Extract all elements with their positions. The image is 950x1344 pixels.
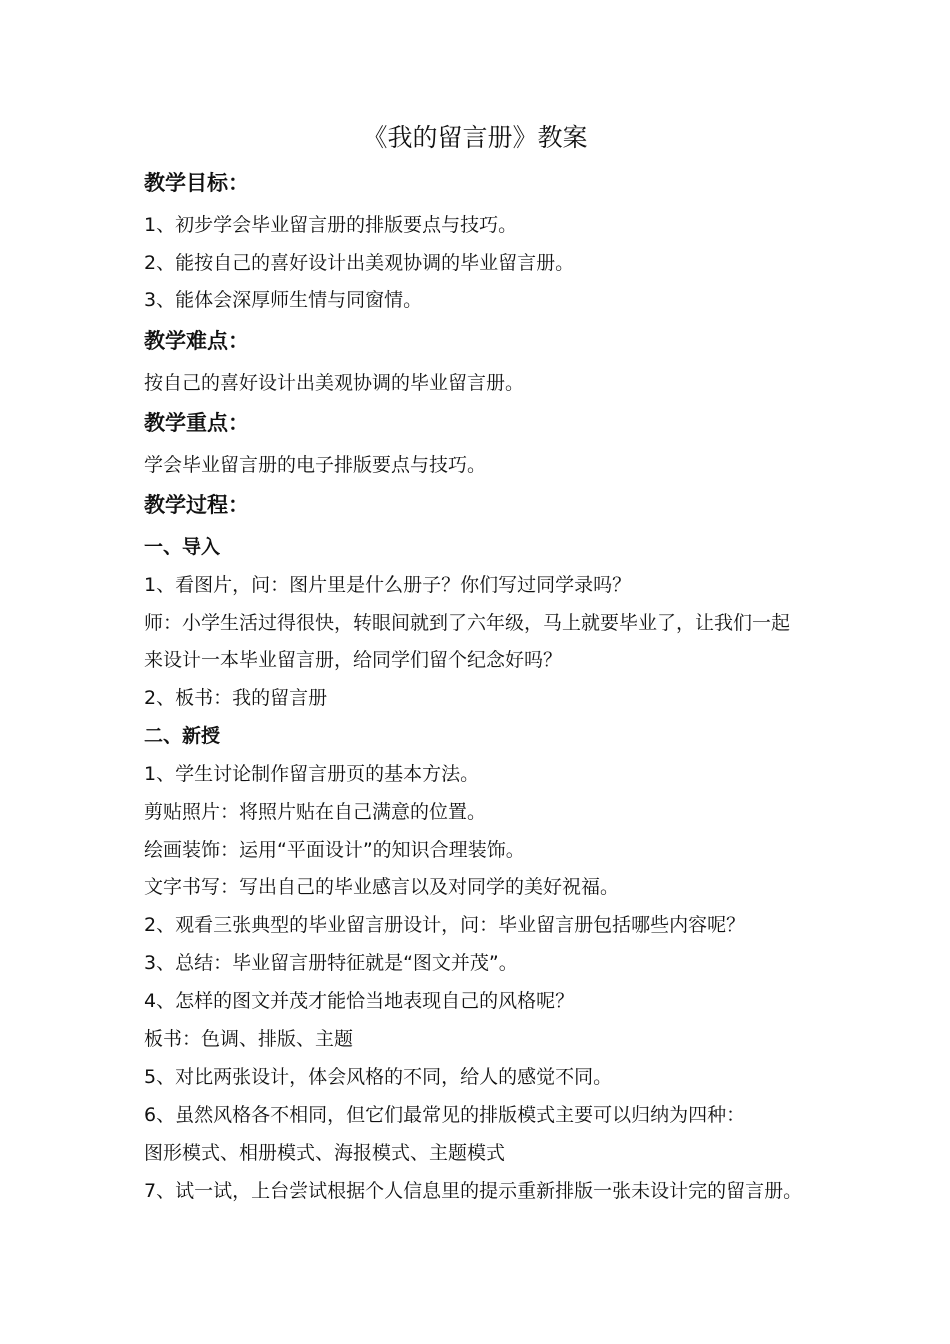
difficulty-heading: 教学难点： — [144, 329, 249, 353]
new-line-4: 文字书写：写出自己的毕业感言以及对同学的美好祝福。 — [144, 876, 620, 898]
new-line-11: 图形模式、相册模式、海报模式、主题模式 — [144, 1142, 506, 1164]
new-line-12: 7、试一试，上台尝试根据个人信息里的提示重新排版一张未设计完的留言册。 — [144, 1180, 803, 1202]
key-text: 学会毕业留言册的电子排版要点与技巧。 — [144, 454, 487, 476]
new-line-9: 5、对比两张设计，体会风格的不同，给人的感觉不同。 — [144, 1066, 613, 1088]
goal-item-2: 2、能按自己的喜好设计出美观协调的毕业留言册。 — [144, 252, 575, 274]
intro-line-1: 1、看图片，问：图片里是什么册子？你们写过同学录吗？ — [144, 574, 632, 596]
new-line-7: 4、怎样的图文并茂才能恰当地表现自己的风格呢？ — [144, 990, 575, 1012]
document-title: 《我的留言册》教案 — [362, 123, 588, 152]
goals-heading: 教学目标： — [144, 171, 249, 195]
new-line-3: 绘画装饰：运用“平面设计”的知识合理装饰。 — [144, 839, 525, 861]
new-line-1: 1、学生讨论制作留言册页的基本方法。 — [144, 763, 480, 785]
new-line-5: 2、观看三张典型的毕业留言册设计，问：毕业留言册包括哪些内容呢？ — [144, 914, 746, 936]
new-heading: 二、新授 — [144, 725, 221, 747]
key-heading: 教学重点： — [144, 411, 249, 435]
goal-item-3: 3、能体会深厚师生情与同窗情。 — [144, 289, 423, 311]
new-line-8: 板书：色调、排版、主题 — [144, 1028, 354, 1050]
new-line-2: 剪贴照片：将照片贴在自己满意的位置。 — [144, 801, 487, 823]
new-line-6: 3、总结：毕业留言册特征就是“图文并茂”。 — [144, 952, 518, 974]
process-heading: 教学过程： — [144, 493, 249, 517]
new-line-10: 6、虽然风格各不相同，但它们最常见的排版模式主要可以归纳为四种： — [144, 1104, 746, 1126]
intro-heading: 一、导入 — [144, 536, 221, 558]
goal-item-1: 1、初步学会毕业留言册的排版要点与技巧。 — [144, 214, 518, 236]
difficulty-text: 按自己的喜好设计出美观协调的毕业留言册。 — [144, 372, 525, 394]
intro-line-3: 来设计一本毕业留言册，给同学们留个纪念好吗？ — [144, 649, 563, 671]
intro-line-4: 2、板书：我的留言册 — [144, 687, 328, 709]
intro-line-2: 师：小学生活过得很快，转眼间就到了六年级，马上就要毕业了，让我们一起 — [144, 612, 791, 634]
